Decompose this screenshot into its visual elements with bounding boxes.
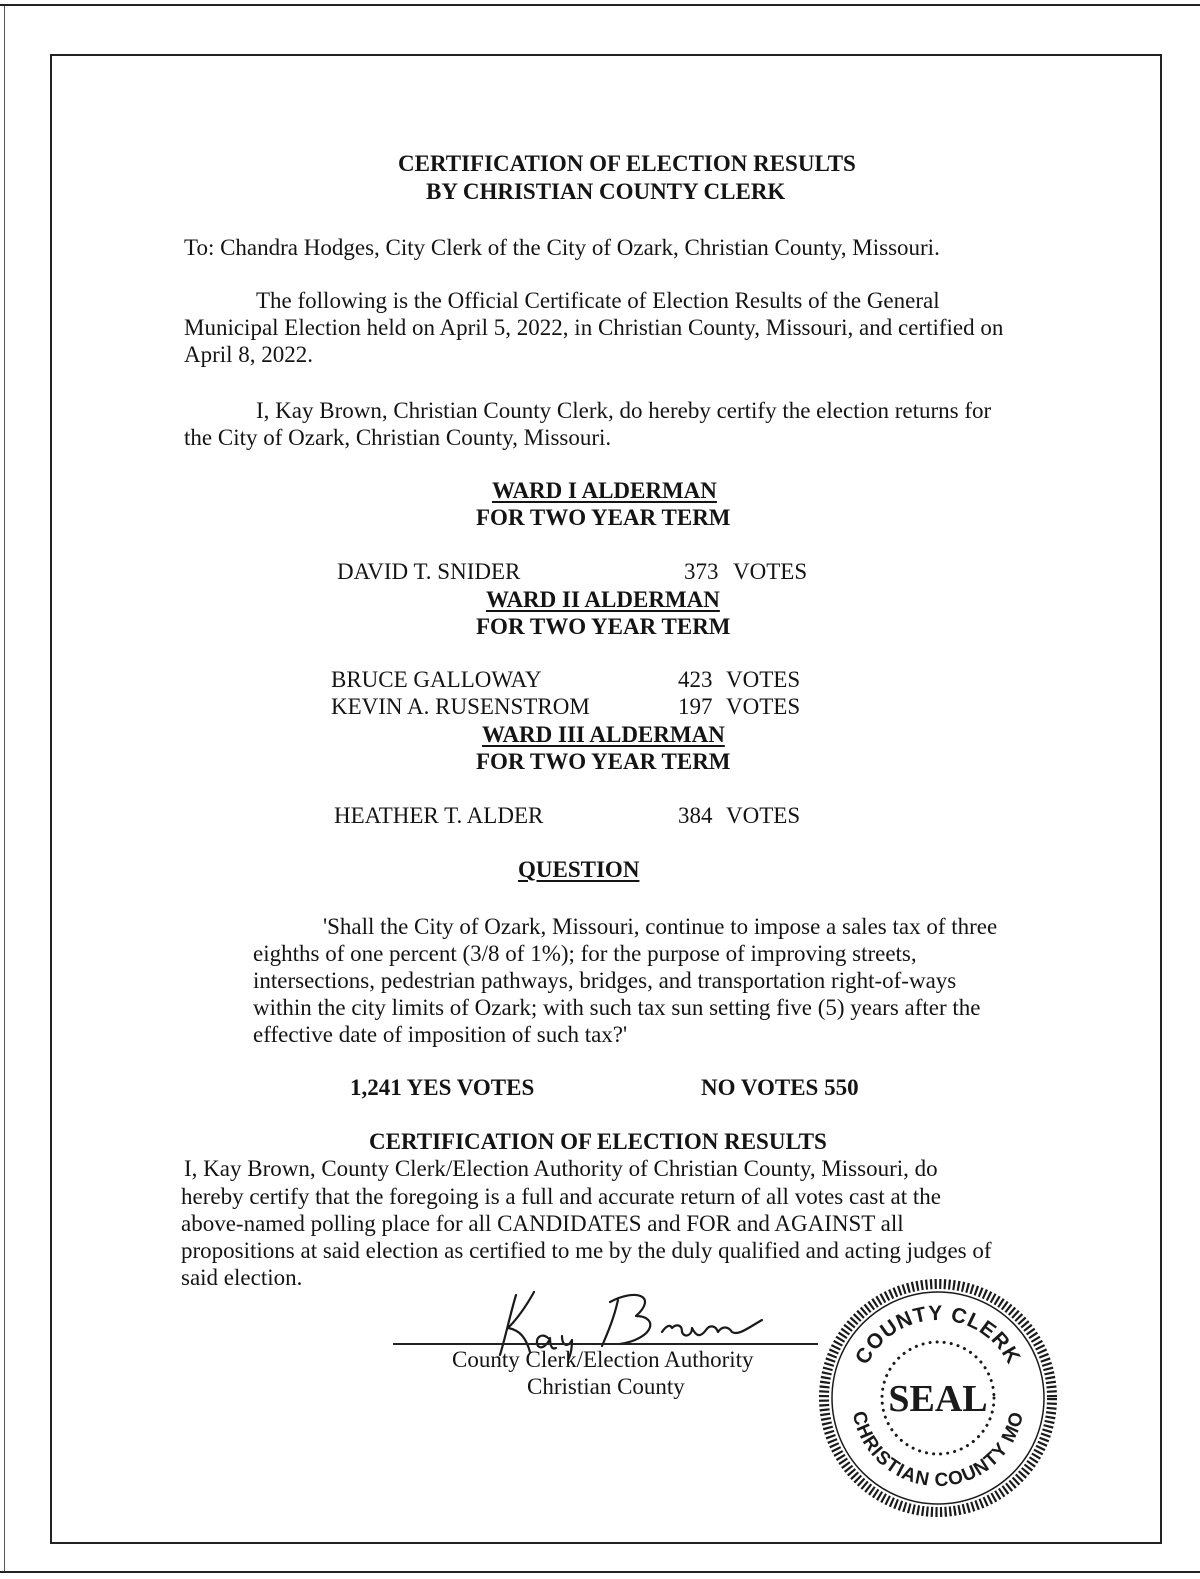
- candidate-votes: 423: [678, 667, 713, 692]
- yes-votes-result: 1,241 YES VOTES: [350, 1075, 535, 1100]
- candidate-votes: 384: [678, 803, 713, 828]
- svg-text:CHRISTIAN COUNTY MO: [848, 1409, 1028, 1491]
- candidate-name: KEVIN A. RUSENSTROM: [331, 694, 590, 719]
- no-votes-result: NO VOTES 550: [701, 1075, 859, 1100]
- certify-line-1: I, Kay Brown, Christian County Clerk, do hereby certify the election returns for: [256, 398, 992, 423]
- race-title-ward-2: WARD II ALDERMAN: [486, 587, 720, 612]
- question-title: QUESTION: [518, 857, 640, 882]
- candidate-name: BRUCE GALLOWAY: [331, 667, 542, 692]
- certify-line-2: the City of Ozark, Christian County, Missouri.: [184, 425, 612, 450]
- signature-line: [393, 1343, 818, 1345]
- candidate-votes: 197: [678, 694, 713, 719]
- candidate-name: HEATHER T. ALDER: [334, 803, 544, 828]
- certification-line: said election.: [181, 1265, 303, 1290]
- certification-line: propositions at said election as certified to me by the duly qualified and acting judges of: [181, 1238, 992, 1263]
- question-line: intersections, pedestrian pathways, bridges, and transportation right-of-ways: [253, 968, 957, 993]
- signer-title-line1: County Clerk/Election Authority: [452, 1347, 754, 1372]
- certification-line: above-named polling place for all CANDIDATES and FOR and AGAINST all: [181, 1211, 904, 1236]
- scan-edge-top: [0, 4, 1200, 6]
- question-line: 'Shall the City of Ozark, Missouri, continue to impose a sales tax of three: [323, 914, 998, 939]
- race-term-ward-3: FOR TWO YEAR TERM: [476, 749, 731, 774]
- race-title-ward-3: WARD III ALDERMAN: [482, 722, 725, 747]
- seal-center-text: SEAL: [888, 1378, 988, 1420]
- county-clerk-seal: [818, 1278, 1058, 1518]
- certification-line: I, Kay Brown, County Clerk/Election Authority of Christian County, Missouri, do: [184, 1156, 938, 1181]
- candidate-votes: 373: [684, 559, 719, 584]
- intro-line-3: April 8, 2022.: [184, 342, 314, 367]
- candidate-name: DAVID T. SNIDER: [337, 559, 521, 584]
- signer-title-line2: Christian County: [527, 1374, 685, 1399]
- scan-edge-left: [4, 6, 5, 1571]
- votes-unit: VOTES: [726, 803, 801, 828]
- document-title-line2: BY CHRISTIAN COUNTY CLERK: [426, 179, 786, 204]
- question-line: within the city limits of Ozark; with such tax sun setting five (5) years after the: [253, 995, 981, 1020]
- intro-line-1: The following is the Official Certificate of Election Results of the General: [256, 288, 940, 313]
- to-line: To: Chandra Hodges, City Clerk of the City of Ozark, Christian County, Missouri.: [184, 235, 940, 260]
- race-term-ward-1: FOR TWO YEAR TERM: [476, 505, 731, 530]
- votes-unit: VOTES: [726, 694, 801, 719]
- votes-unit: VOTES: [726, 667, 801, 692]
- votes-unit: VOTES: [733, 559, 808, 584]
- certification-line: hereby certify that the foregoing is a full and accurate return of all votes cast at the: [181, 1184, 941, 1209]
- race-title-ward-1: WARD I ALDERMAN: [492, 478, 717, 503]
- scan-edge-bottom: [0, 1571, 1200, 1573]
- intro-line-2: Municipal Election held on April 5, 2022, in Christian County, Missouri, and certified on: [184, 315, 1004, 340]
- seal-bottom-text: CHRISTIAN COUNTY MO: [847, 1409, 1029, 1492]
- question-line: effective date of imposition of such tax?': [253, 1022, 628, 1047]
- seal-top-text: COUNTY CLERK: [850, 1301, 1026, 1369]
- race-term-ward-2: FOR TWO YEAR TERM: [476, 614, 731, 639]
- document-title-line1: CERTIFICATION OF ELECTION RESULTS: [398, 151, 856, 176]
- certification-title: CERTIFICATION OF ELECTION RESULTS: [369, 1129, 827, 1154]
- question-line: eighths of one percent (3/8 of 1%); for the purpose of improving streets,: [253, 941, 917, 966]
